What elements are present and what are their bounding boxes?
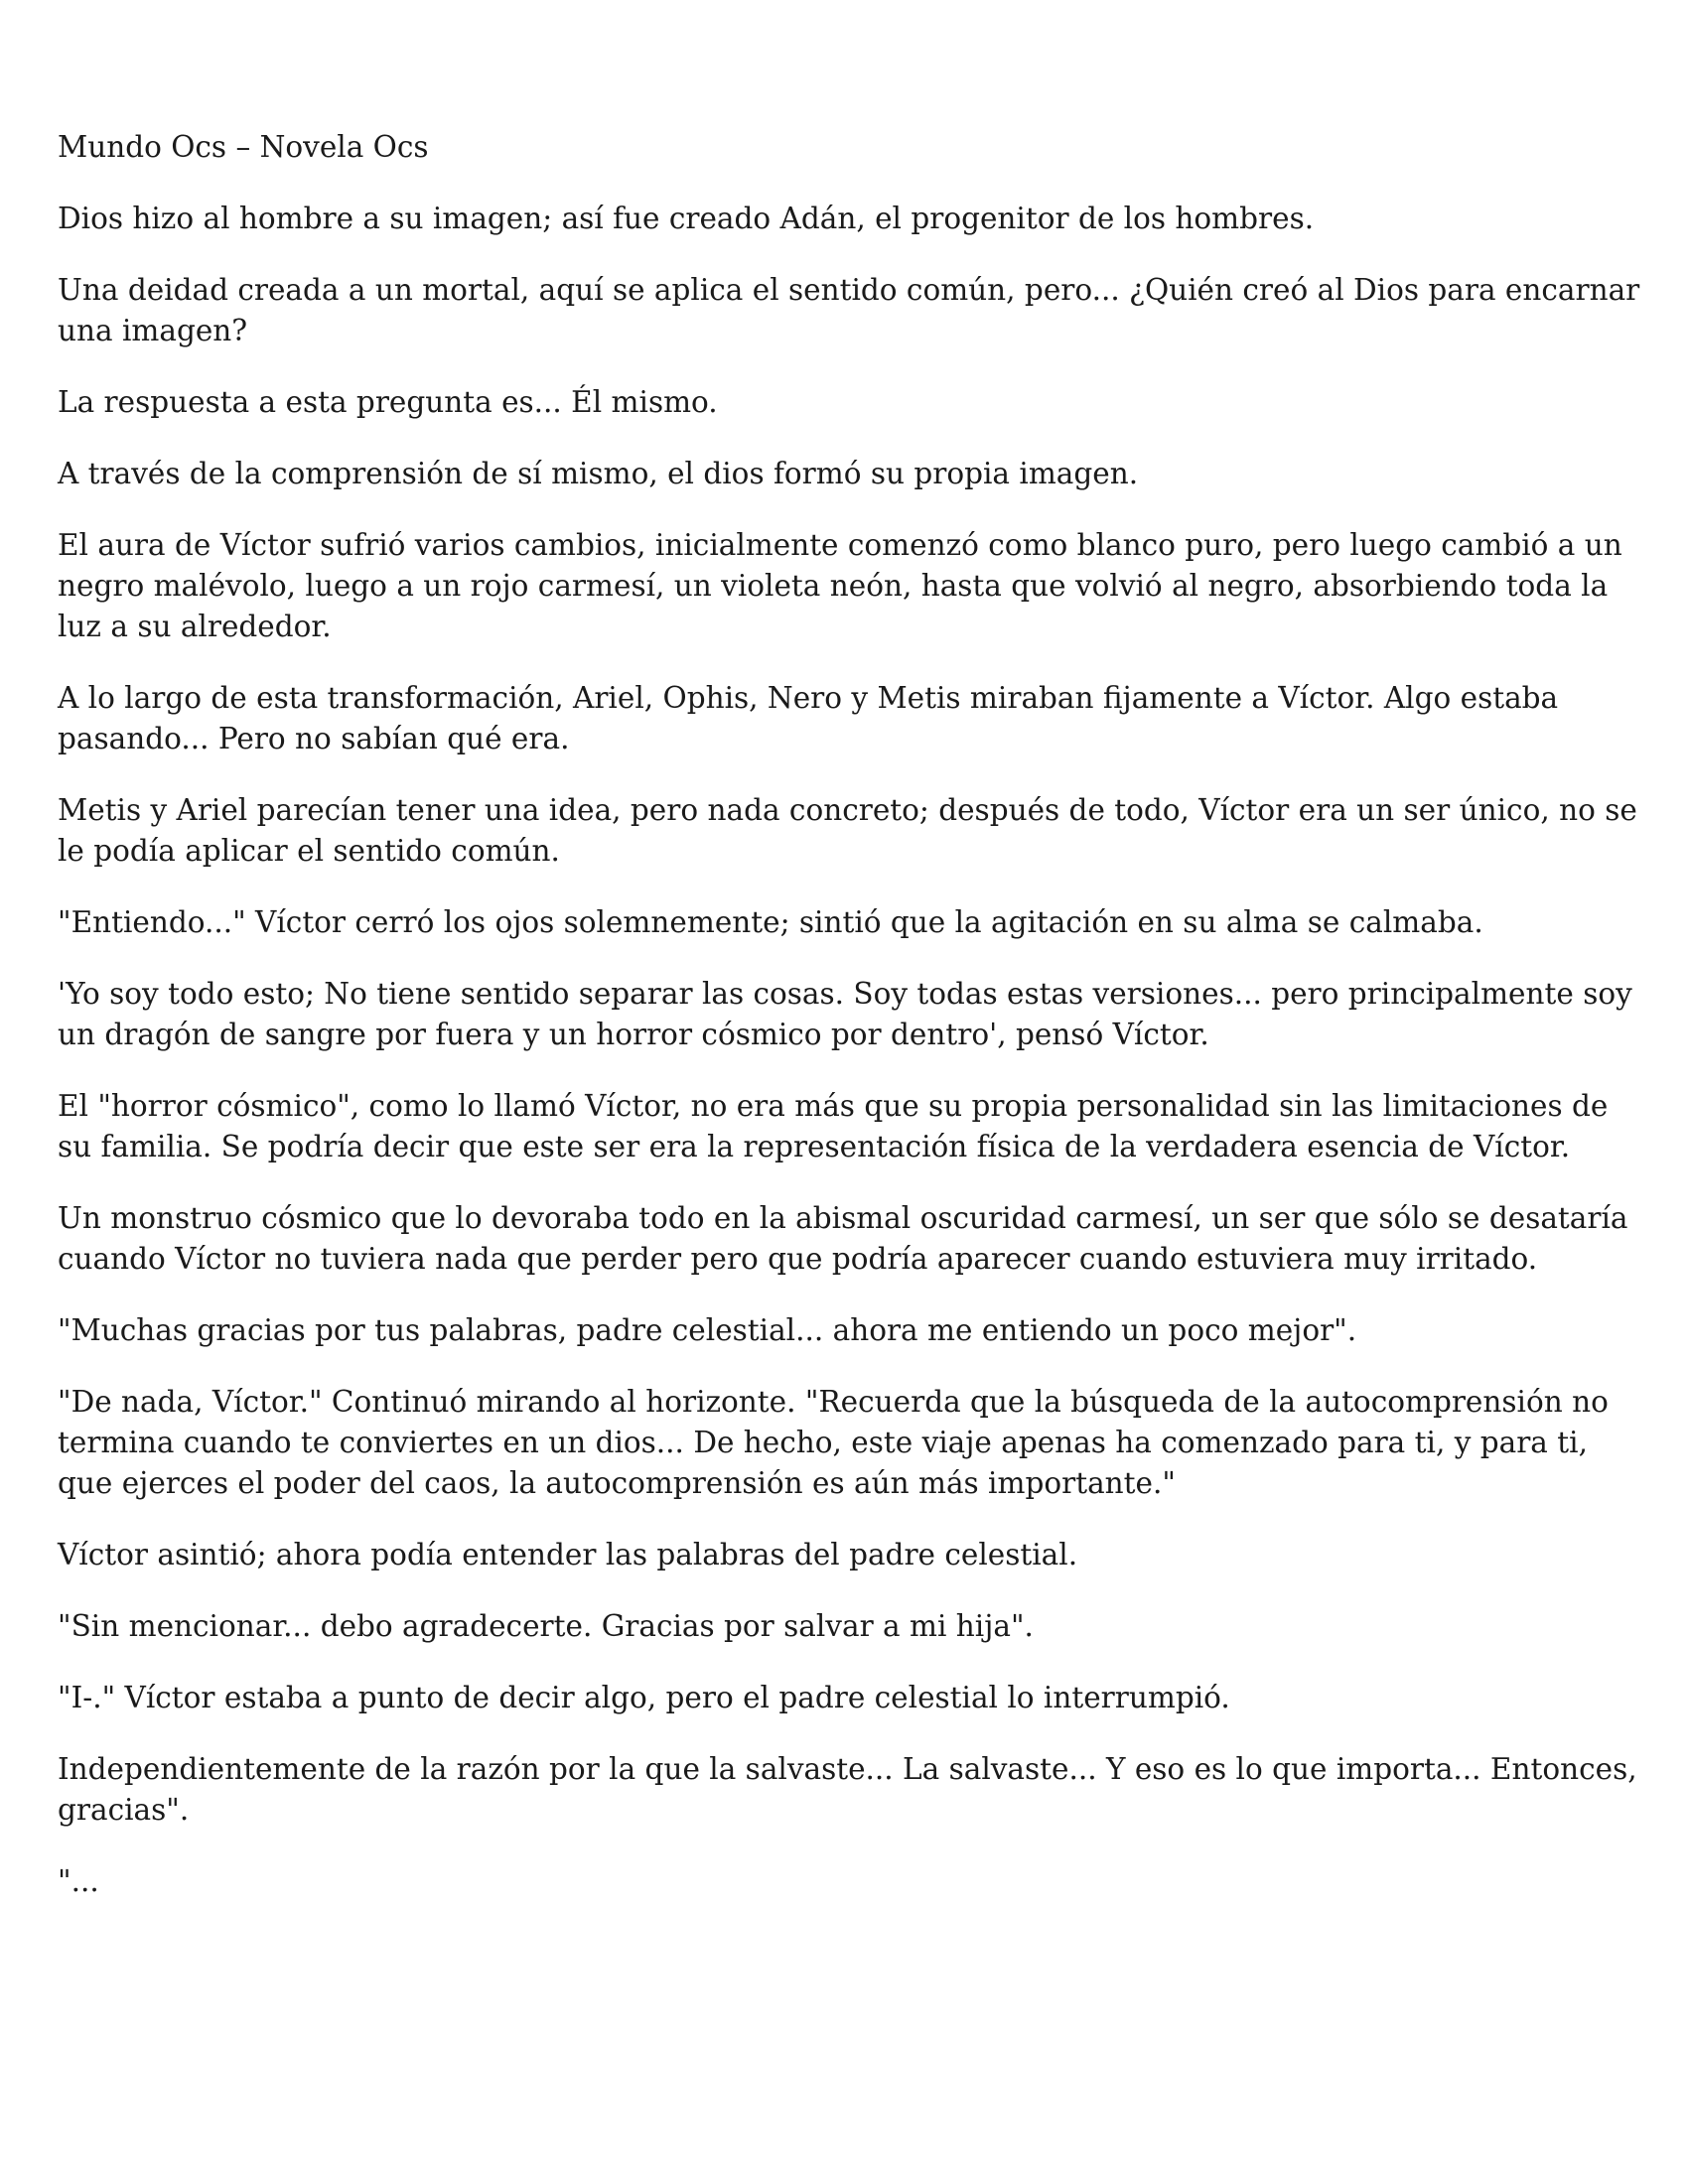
paragraph: "Sin mencionar... debo agradecerte. Gracias por salvar a mi hija". [58,1609,1034,1643]
paragraph: "... [58,1864,99,1898]
paragraph: "De nada, Víctor." Continuó mirando al horizonte. "Recuerda que la búsqueda de la autocomprensión no termina cuando te conviertes en un dios... De hecho, este viaje apenas ha comenzado para ti, y para ti, que ejerces el poder del caos, la autocomprensión es aún más importante." [58,1385,1609,1500]
paragraph: Independientemente de la razón por la que la salvaste... La salvaste... Y eso es lo que importa... Entonces, gracias". [58,1752,1637,1827]
paragraph: Metis y Ariel parecían tener una idea, pero nada concreto; después de todo, Víctor era un ser único, no se le podía aplicar el sentido común. [58,793,1637,868]
paragraph: A lo largo de esta transformación, Ariel, Ophis, Nero y Metis miraban fijamente a Víctor. Algo estaba pasando... Pero no sabían qué era. [58,681,1559,755]
paragraph: "Entiendo..." Víctor cerró los ojos solemnemente; sintió que la agitación en su alma se calmaba. [58,905,1483,939]
paragraph: Una deidad creada a un mortal, aquí se aplica el sentido común, pero... ¿Quién creó al Dios para encarnar una imagen? [58,273,1640,347]
paragraph: A través de la comprensión de sí mismo, el dios formó su propia imagen. [58,457,1139,490]
paragraph: Víctor asintió; ahora podía entender las palabras del padre celestial. [58,1538,1078,1571]
paragraph: 'Yo soy todo esto; No tiene sentido separar las cosas. Soy todas estas versiones... pero principalmente soy un dragón de sangre por fuera y un horror cósmico por dentro', pensó Víctor. [58,977,1632,1051]
paragraph: "I-." Víctor estaba a punto de decir algo, pero el padre celestial lo interrumpió. [58,1681,1230,1714]
paragraph: Un monstruo cósmico que lo devoraba todo en la abismal oscuridad carmesí, un ser que sólo se desataría cuando Víctor no tuviera nada que perder pero que podría aparecer cuando estuviera muy irritado. [58,1201,1628,1276]
paragraph: La respuesta a esta pregunta es... Él mismo. [58,385,718,419]
document-header: Mundo Ocs – Novela Ocs [58,130,429,164]
document-page [58,127,1646,1933]
paragraph: Dios hizo al hombre a su imagen; así fue creado Adán, el progenitor de los hombres. [58,202,1315,235]
paragraph: "Muchas gracias por tus palabras, padre celestial... ahora me entiendo un poco mejor". [58,1313,1357,1347]
paragraph: El "horror cósmico", como lo llamó Víctor, no era más que su propia personalidad sin las limitaciones de su familia. Se podría decir que este ser era la representación física de la verdadera esencia de Víctor. [58,1089,1609,1163]
paragraph: El aura de Víctor sufrió varios cambios, inicialmente comenzó como blanco puro, pero luego cambió a un negro malévolo, luego a un rojo carmesí, un violeta neón, hasta que volvió al negro, absorbiendo toda la luz a su alrededor. [58,528,1622,643]
